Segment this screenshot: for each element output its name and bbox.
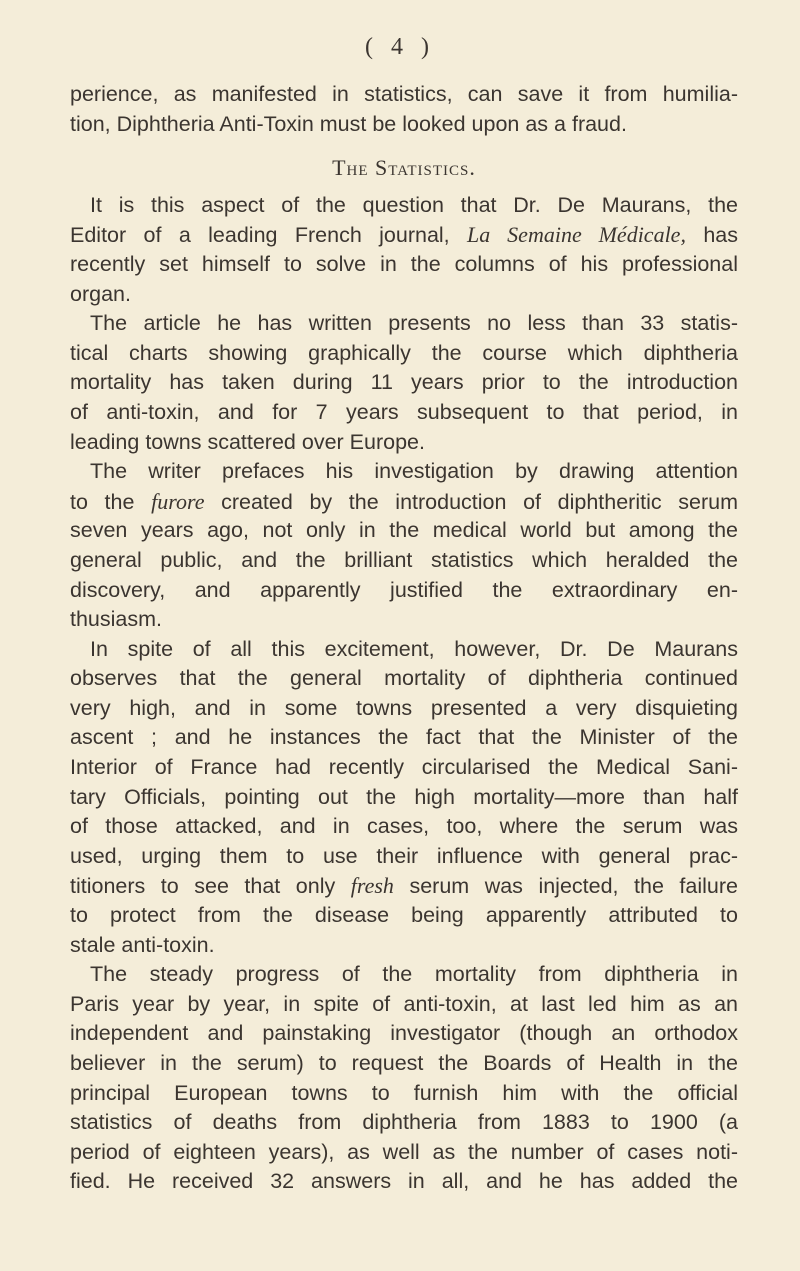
text-line: perience, as manifested in statistics, can save it from humilia- [70, 82, 738, 106]
text-line: very high, and in some towns presented a very disquieting [70, 695, 738, 720]
text-line: It is this aspect of the question that Dr. De Maurans, the [90, 192, 738, 217]
text-line: tical charts showing graphically the course which diphtheria [70, 340, 738, 365]
italic-word: furore [151, 488, 205, 514]
text-line: observes that the general mortality of diphtheria continued [70, 666, 738, 691]
text-line: The steady progress of the mortality from diphtheria in [90, 962, 738, 987]
italic-word: fresh [350, 873, 394, 899]
text-line: ascent ; and he instances the fact that the Minister of the [70, 725, 738, 750]
text-line: recently set himself to solve in the columns of his professional [70, 251, 738, 276]
text-line: organ. [70, 281, 131, 306]
text-line: general public, and the brilliant statistics which heralded the [70, 547, 738, 572]
text-line: period of eighteen years), as well as the number of cases noti- [70, 1139, 738, 1164]
text-line [70, 220, 738, 250]
text-line: thusiasm. [70, 607, 163, 632]
text-line: to protect from the disease being apparently attributed to [70, 903, 738, 928]
text-line: tion, Diphtheria Anti-Toxin must be looked upon as a fraud. [70, 111, 627, 136]
text-line: Paris year by year, in spite of anti-toxin, at last led him as an [70, 991, 738, 1016]
text-line: principal European towns to furnish him with the official [70, 1080, 738, 1105]
text-line: The article he has written presents no less than 33 statis- [90, 311, 738, 336]
text-line [70, 871, 738, 901]
text-line: seven years ago, not only in the medical world but among the [70, 518, 738, 543]
text-fragment: created by the introduction of diphtheritic serum [221, 489, 738, 514]
text-fragment: has [703, 223, 738, 248]
text-line: used, urging them to use their influence with general prac- [70, 843, 738, 868]
text-line: fied. He received 32 answers in all, and he has added the [70, 1169, 738, 1194]
text-line: statistics of deaths from diphtheria from 1883 to 1900 (a [70, 1110, 738, 1135]
journal-title: La Semaine Médicale, [467, 222, 686, 248]
text-line: independent and painstaking investigator (though an orthodox [70, 1021, 738, 1046]
text-line: tary Officials, pointing out the high mortality—more than half [70, 784, 738, 809]
text-fragment: to the [70, 489, 135, 514]
text-line [70, 487, 738, 517]
text-line: mortality has taken during 11 years prior to the introduction [70, 370, 738, 395]
body-text [70, 80, 738, 1197]
text-line: of those attacked, and in cases, too, where the serum was [70, 814, 738, 839]
text-line: believer in the serum) to request the Boards of Health in the [70, 1051, 738, 1075]
page-number: ( 4 ) [365, 34, 435, 60]
text-line: stale anti-toxin. [70, 932, 215, 957]
text-line: In spite of all this excitement, however, Dr. De Maurans [90, 636, 738, 661]
text-fragment: titioners to see that only [70, 874, 336, 899]
text-line: The writer prefaces his investigation by drawing attention [90, 459, 738, 484]
text-line: leading towns scattered over Europe. [70, 429, 425, 454]
text-line: discovery, and apparently justified the extraordinary en- [70, 577, 738, 602]
text-fragment: serum was injected, the failure [409, 874, 738, 899]
section-heading: The Statistics. [332, 155, 476, 181]
text-line: of anti-toxin, and for 7 years subsequent to that period, in [70, 399, 738, 424]
text-fragment: Editor of a leading French journal, [70, 223, 450, 248]
text-line: Interior of France had recently circularised the Medical Sani- [70, 755, 738, 780]
